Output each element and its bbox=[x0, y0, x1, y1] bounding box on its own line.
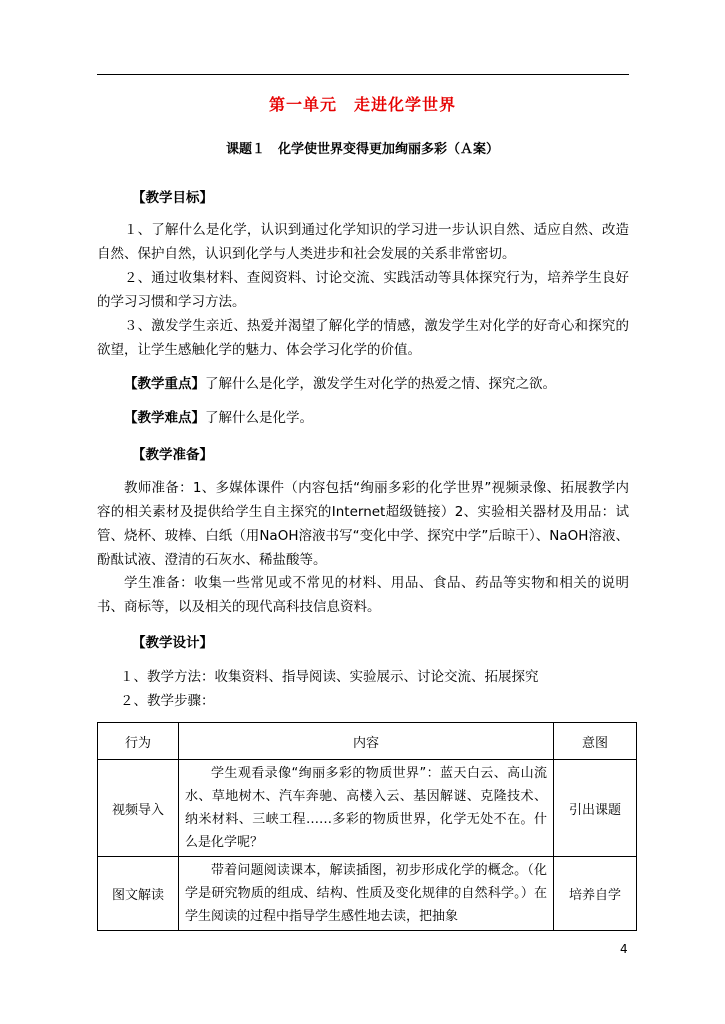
design-heading: 【教学设计】 bbox=[132, 635, 213, 651]
key-point-text: 了解什么是化学，激发学生对化学的热爱之情、探究之欲。 bbox=[205, 376, 556, 392]
teaching-method: １、教学方法：收集资料、指导阅读、实验展示、讨论交流、拓展探究 bbox=[120, 669, 539, 685]
difficulty-text: 了解什么是化学。 bbox=[205, 410, 313, 426]
difficulty bbox=[97, 406, 629, 430]
table-row bbox=[98, 760, 637, 857]
key-point bbox=[97, 372, 629, 396]
row-intent: 引出课题 bbox=[554, 760, 637, 857]
header-action: 行为 bbox=[98, 723, 179, 760]
row-content bbox=[179, 760, 554, 857]
header-content: 内容 bbox=[179, 723, 554, 760]
key-point-label: 【教学重点】 bbox=[124, 376, 205, 392]
student-preparation: 学生准备：收集一些常见或不常见的材料、用品、食品、药品等实物和相关的说明书、商标等，以及相关的现代高科技信息资料。 bbox=[97, 575, 629, 615]
row-action: 视频导入 bbox=[98, 760, 179, 857]
teaching-steps-table bbox=[97, 722, 637, 931]
objective-item-2: ２、通过收集材料、查阅资料、讨论交流、实践活动等具体探究行为，培养学生良好的学习习惯和学习方法。 bbox=[97, 270, 629, 310]
difficulty-label: 【教学难点】 bbox=[124, 410, 205, 426]
unit-title: 第一单元 走进化学世界 bbox=[268, 95, 456, 114]
table-row bbox=[98, 857, 637, 931]
header-rule bbox=[97, 74, 629, 75]
preparation-heading: 【教学准备】 bbox=[132, 447, 213, 463]
lesson-title: 课题１ 化学使世界变得更加绚丽多彩（Ａ案） bbox=[225, 142, 499, 157]
objective-item-3: ３、激发学生亲近、热爱并渴望了解化学的情感，激发学生对化学的好奇心和探究的欲望，让学生感触化学的魅力、体会学习化学的价值。 bbox=[97, 318, 629, 358]
objective-item-1: １、了解什么是化学，认识到通过化学知识的学习进一步认识自然、适应自然、改造自然、保护自然，认识到化学与人类进步和社会发展的关系非常密切。 bbox=[97, 222, 629, 262]
teaching-steps: ２、教学步骤： bbox=[120, 693, 215, 709]
page-number: 4 bbox=[620, 942, 628, 956]
row-intent: 培养自学 bbox=[554, 857, 637, 931]
header-intent: 意图 bbox=[554, 723, 637, 760]
row-content bbox=[179, 857, 554, 931]
row-action: 图文解读 bbox=[98, 857, 179, 931]
row-content-text: 学生观看录像“绚丽多彩的物质世界”：蓝天白云、高山流水、草地树木、汽车奔驰、高楼入云、基因解谜、克隆技术、纳米材料、三峡工程……多彩的物质世界，化学无处不在。什么是化学呢？ bbox=[185, 766, 547, 850]
teacher-preparation: 教师准备：1、多媒体课件（内容包括“绚丽多彩的化学世界”视频录像、拓展教学内容的相关素材及提供给学生自主探究的Internet超级链接）2、实验相关器材及用品：试管、烧杯、玻棒、白纸（用NaOH溶液书写“变化中学、探究中学”后晾干）、NaOH溶液、酚酞试液、澄清的石灰水、稀盐酸等。 bbox=[97, 480, 629, 568]
table-header-row bbox=[98, 723, 637, 760]
row-content-text: 带着问题阅读课本，解读插图，初步形成化学的概念。（化学是研究物质的组成、结构、性质及变化规律的自然科学。）在学生阅读的过程中指导学生感性地去读，把抽象 bbox=[185, 863, 547, 924]
objectives-heading: 【教学目标】 bbox=[132, 190, 213, 206]
